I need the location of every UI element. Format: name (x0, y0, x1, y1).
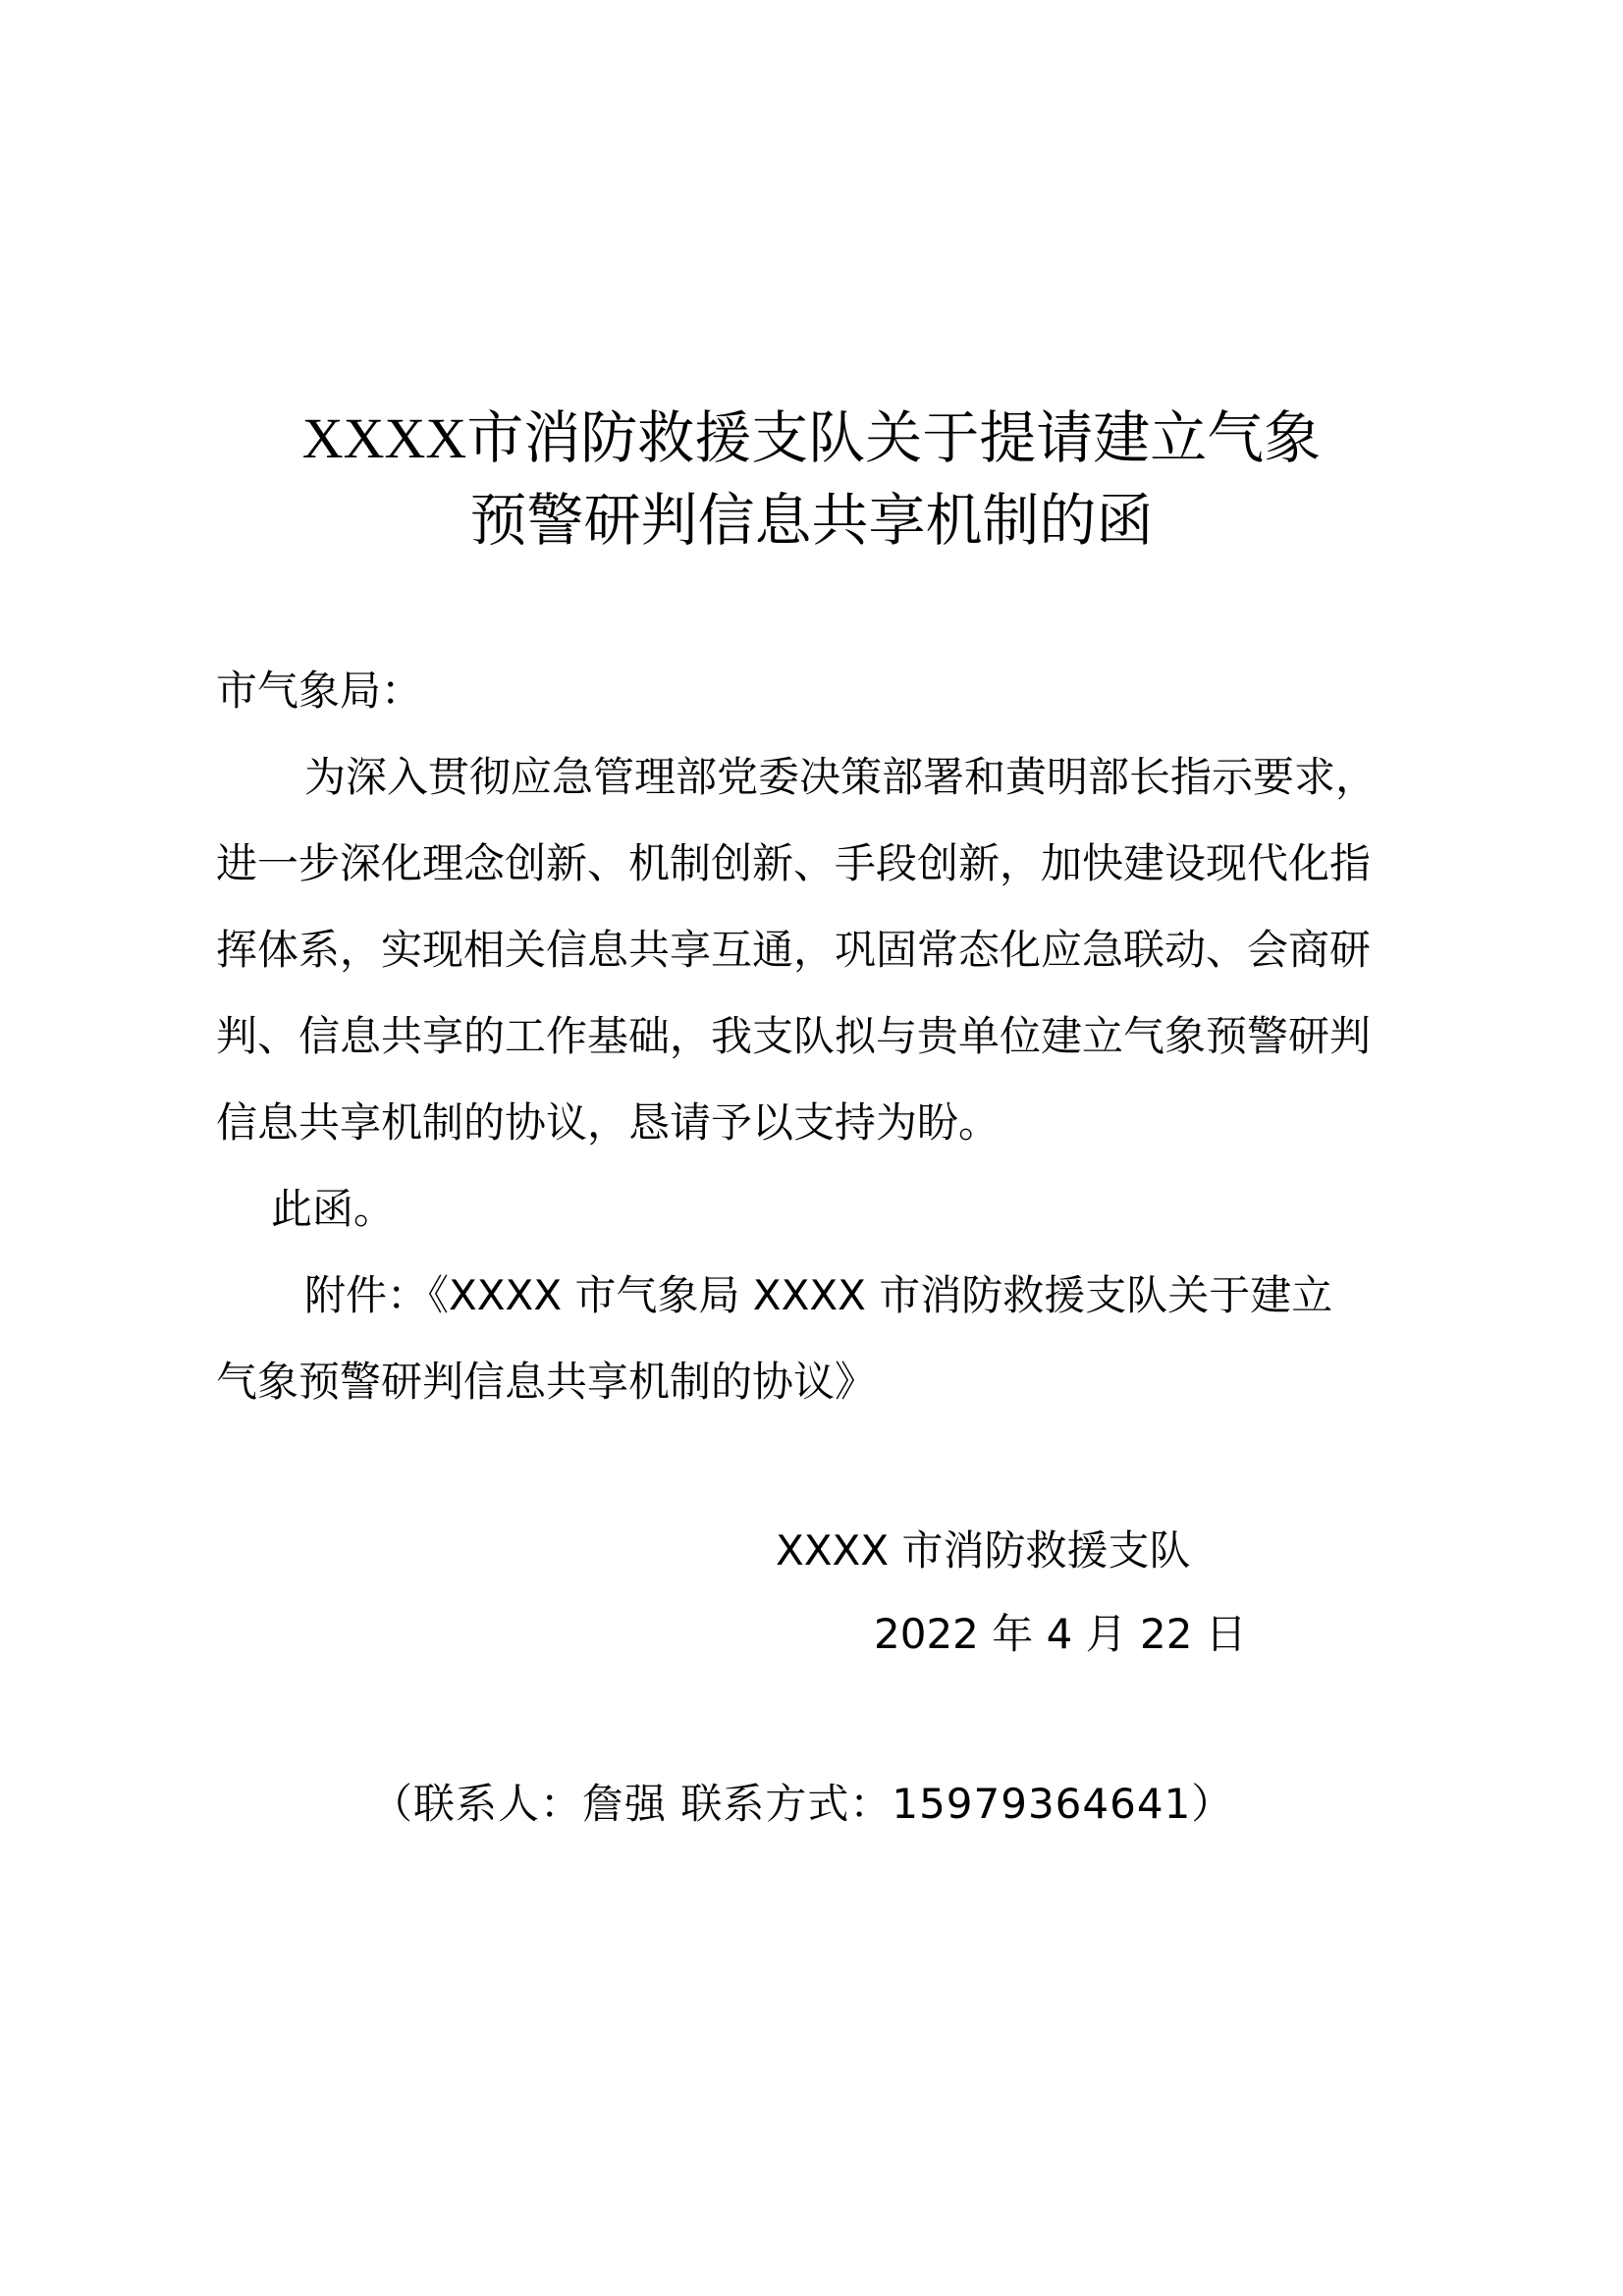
attachment-line-2: 气象预警研判信息共享机制的协议》 (216, 1358, 877, 1406)
closing-line: 此函。 (271, 1185, 396, 1233)
signer: XXXX 市消防救援支队 (776, 1526, 1191, 1575)
body-line-4: 判、信息共享的工作基础，我支队拟与贵单位建立气象预警研判 (216, 1012, 1372, 1060)
attachment-line-1: 附件：《XXXX 市气象局 XXXX 市消防救援支队关于建立 (304, 1271, 1333, 1319)
body-line-5: 信息共享机制的协议，恳请予以支持为盼。 (216, 1098, 1001, 1147)
salutation: 市气象局： (216, 667, 423, 715)
signature-date: 2022 年 4 月 22 日 (874, 1610, 1247, 1658)
body-line-1: 为深入贯彻应急管理部党委决策部署和黄明部长指示要求， (304, 753, 1378, 801)
document-title-line-1 (177, 402, 1446, 474)
document-title-line-2: 预警研判信息共享机制的函 (469, 487, 1154, 554)
title-prefix: XXXX (301, 406, 467, 470)
body-line-3: 挥体系，实现相关信息共享互通，巩固常态化应急联动、会商研 (216, 926, 1372, 974)
contact-info: （联系人：詹强 联系方式：15979364641） (371, 1780, 1234, 1828)
title-line-1-text: 市消防救援支队关于提请建立气象 (466, 404, 1322, 471)
body-line-2: 进一步深化理念创新、机制创新、手段创新，加快建设现代化指 (216, 839, 1372, 887)
